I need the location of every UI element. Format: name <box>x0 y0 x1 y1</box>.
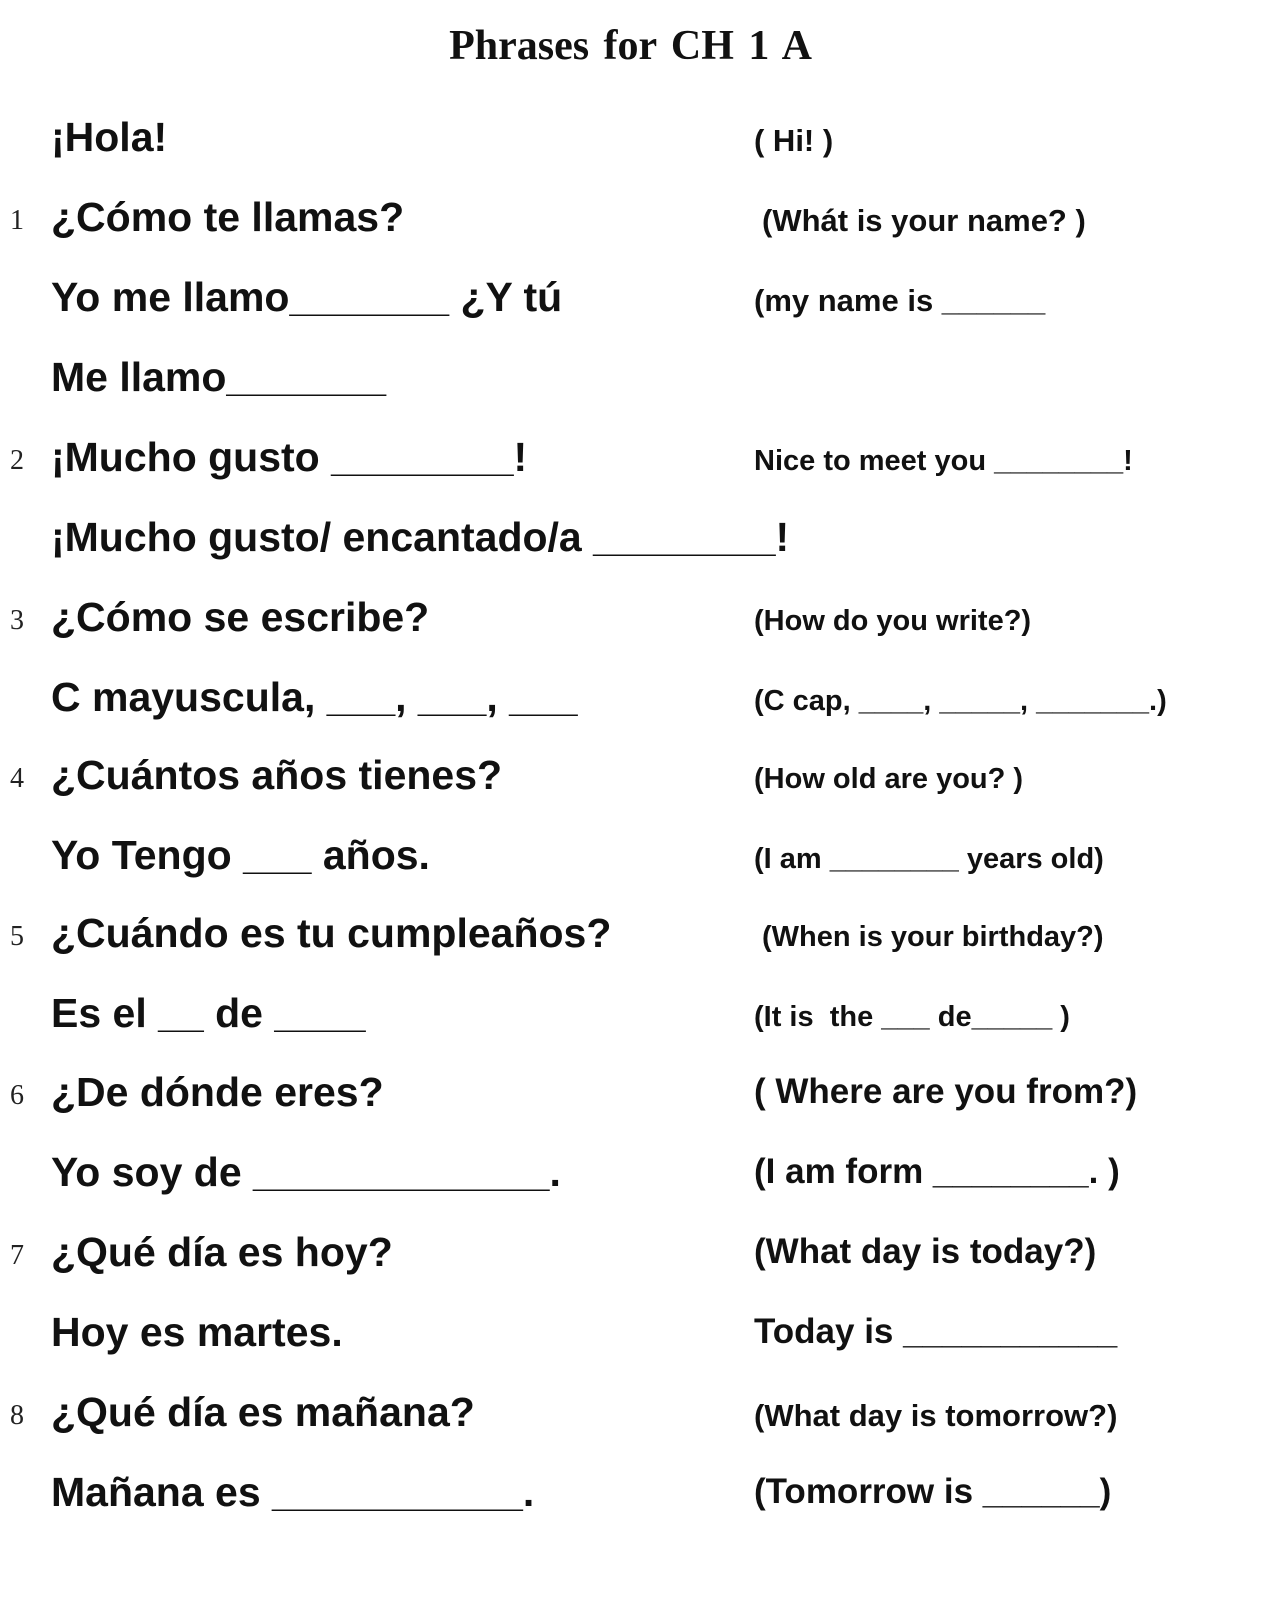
english-translation: (It is the ___ de_____ ) <box>754 1001 1070 1033</box>
phrase-row <box>0 1132 1261 1212</box>
item-number: 4 <box>10 763 24 794</box>
spanish-phrase: ¿Cómo te llamas? <box>51 194 405 240</box>
english-translation: Today is ___________ <box>754 1312 1118 1351</box>
english-translation: (my name is ______ <box>754 283 1046 318</box>
english-translation: (Whát is your name? ) <box>762 203 1086 238</box>
phrase-row <box>0 1212 1261 1292</box>
phrase-row <box>0 735 1261 815</box>
english-translation: (How old are you? ) <box>754 763 1024 795</box>
spanish-phrase: Es el __ de ____ <box>51 990 366 1036</box>
item-number: 7 <box>10 1240 24 1271</box>
english-translation: Nice to meet you ________! <box>754 445 1133 477</box>
phrase-row <box>0 97 1261 177</box>
phrase-row <box>0 257 1261 337</box>
spanish-phrase: Hoy es martes. <box>51 1309 343 1355</box>
phrase-row <box>0 1372 1261 1452</box>
english-translation: (Tomorrow is ______) <box>754 1472 1112 1511</box>
phrase-row <box>0 1452 1261 1532</box>
english-translation: (I am form ________. ) <box>754 1152 1120 1191</box>
item-number: 6 <box>10 1080 24 1111</box>
phrase-row <box>0 1052 1261 1132</box>
item-number: 2 <box>10 445 24 476</box>
item-number: 1 <box>10 205 24 236</box>
english-translation: (What day is today?) <box>754 1232 1097 1271</box>
item-number: 3 <box>10 605 24 636</box>
english-translation: ( Where are you from?) <box>754 1072 1138 1111</box>
english-translation: (When is your birthday?) <box>762 921 1104 953</box>
spanish-phrase: ¿Cuándo es tu cumpleaños? <box>51 910 612 956</box>
item-number: 8 <box>10 1400 24 1431</box>
english-translation: (How do you write?) <box>754 605 1032 637</box>
spanish-phrase: ¿Cómo se escribe? <box>51 594 430 640</box>
phrase-row <box>0 497 1261 577</box>
spanish-phrase: ¿De dónde eres? <box>51 1069 384 1115</box>
english-translation: (What day is tomorrow?) <box>754 1398 1118 1433</box>
spanish-phrase: ¡Mucho gusto/ encantado/a ________! <box>51 514 790 560</box>
spanish-phrase: Mañana es ___________. <box>51 1469 535 1515</box>
phrase-row <box>0 337 1261 417</box>
spanish-phrase: Me llamo_______ <box>51 354 387 400</box>
phrase-row <box>0 1292 1261 1372</box>
spanish-phrase: Yo me llamo_______ ¿Y tú <box>51 274 563 320</box>
english-translation: (C cap, ____, _____, _______.) <box>754 685 1167 717</box>
spanish-phrase: ¡Mucho gusto ________! <box>51 434 528 480</box>
page-title: Phrases for CH 1 A <box>449 23 812 69</box>
spanish-phrase: C mayuscula, ___, ___, ___ <box>51 674 578 720</box>
phrase-row <box>0 815 1261 895</box>
english-translation: ( Hi! ) <box>754 123 834 158</box>
item-number: 5 <box>10 921 24 952</box>
spanish-phrase: Yo soy de _____________. <box>51 1149 561 1195</box>
spanish-phrase: ¿Qué día es hoy? <box>51 1229 393 1275</box>
spanish-phrase: ¿Cuántos años tienes? <box>51 752 503 798</box>
spanish-phrase: ¿Qué día es mañana? <box>51 1389 475 1435</box>
phrase-row <box>0 577 1261 657</box>
phrase-row <box>0 417 1261 497</box>
spanish-phrase: ¡Hola! <box>51 114 168 160</box>
phrase-row <box>0 177 1261 257</box>
phrase-row <box>0 973 1261 1053</box>
spanish-phrase: Yo Tengo ___ años. <box>51 832 430 878</box>
phrase-row <box>0 657 1261 737</box>
phrase-row <box>0 893 1261 973</box>
english-translation: (I am ________ years old) <box>754 843 1104 875</box>
